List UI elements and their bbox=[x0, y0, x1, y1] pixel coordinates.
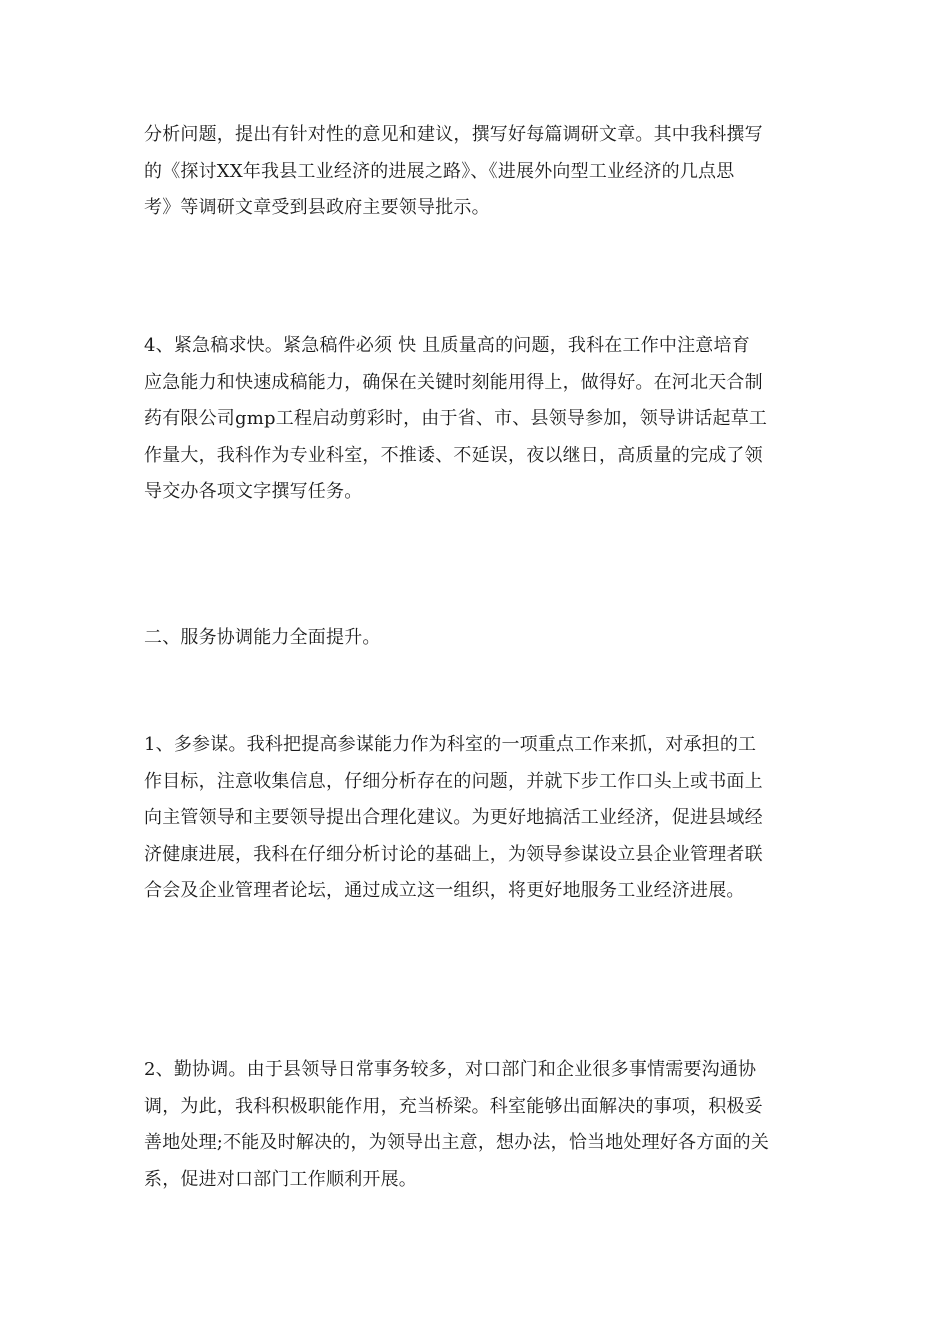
paragraph-more-advising bbox=[144, 727, 810, 910]
text-line: 考》等调研文章受到县政府主要领导批示。 bbox=[144, 197, 490, 218]
text-line: 的《探讨XX年我县工业经济的进展之路》、《进展外向型工业经济的几点思 bbox=[144, 160, 735, 182]
text-line: 应急能力和快速成稿能力，确保在关键时刻能用得上，做得好。在河北天合制 bbox=[144, 371, 763, 393]
paragraph-urgent-drafts bbox=[144, 328, 810, 511]
text-line: 2、勤协调。由于县领导日常事务较多，对口部门和企业很多事情需要沟通协 bbox=[144, 1059, 757, 1080]
heading-line: 二、服务协调能力全面提升。 bbox=[144, 627, 381, 648]
text-line: 调，为此，我科积极职能作用，充当桥梁。科室能够出面解决的事项，积极妥 bbox=[144, 1095, 763, 1117]
text-line: 向主管领导和主要领导提出合理化建议。为更好地搞活工业经济，促进县域经 bbox=[144, 807, 763, 828]
text-line: 导交办各项文字撰写任务。 bbox=[144, 481, 363, 502]
text-line: 1、多参谋。我科把提高参谋能力作为科室的一项重点工作来抓，对承担的工 bbox=[144, 734, 757, 755]
text-line: 善地处理;不能及时解决的，为领导出主意，想办法，恰当地处理好各方面的关 bbox=[144, 1132, 770, 1153]
text-line: 分析问题，提出有针对性的意见和建议，撰写好每篇调研文章。其中我科撰写 bbox=[144, 124, 763, 145]
paragraph-research-articles bbox=[144, 117, 810, 227]
section-heading-service-coordination bbox=[144, 620, 810, 657]
text-line: 药有限公司gmp工程启动剪彩时，由于省、市、县领导参加，领导讲话起草工 bbox=[144, 408, 768, 429]
text-line: 系，促进对口部门工作顺利开展。 bbox=[144, 1168, 417, 1190]
text-line: 作量大，我科作为专业科室，不推诿、不延误，夜以继日，高质量的完成了领 bbox=[144, 444, 763, 466]
text-line: 济健康进展，我科在仔细分析讨论的基础上，为领导参谋设立县企业管理者联 bbox=[144, 843, 763, 865]
paragraph-diligent-coordination bbox=[144, 1052, 810, 1198]
text-line: 合会及企业管理者论坛，通过成立这一组织，将更好地服务工业经济进展。 bbox=[144, 880, 745, 901]
text-line: 4、紧急稿求快。紧急稿件必须 快 且质量高的问题，我科在工作中注意培育 bbox=[144, 335, 750, 356]
text-line: 作目标，注意收集信息，仔细分析存在的问题，并就下步工作口头上或书面上 bbox=[144, 770, 763, 792]
